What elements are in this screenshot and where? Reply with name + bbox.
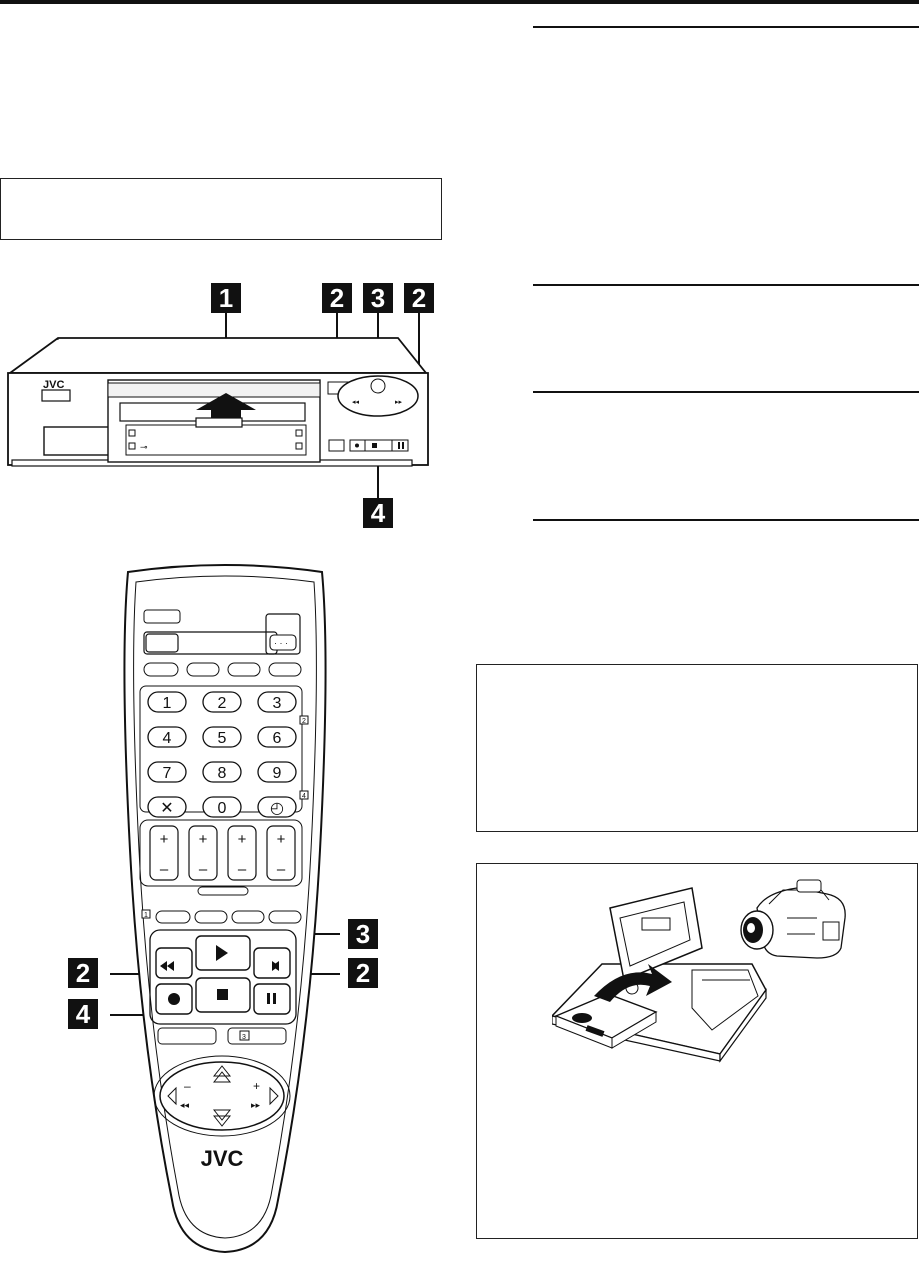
svg-text:–: –	[276, 861, 286, 878]
svg-text:8: 8	[217, 765, 227, 782]
vcr-logo: JVC	[43, 379, 65, 391]
section-rule-4	[533, 519, 919, 521]
svg-text:▸▸: ▸▸	[395, 399, 403, 406]
svg-text:9: 9	[272, 765, 282, 782]
section-rule-2	[533, 284, 919, 286]
section-rule-1	[533, 26, 919, 28]
svg-text:+: +	[237, 831, 247, 848]
svg-text:◴: ◴	[270, 800, 284, 817]
vcr-illustration	[0, 300, 440, 500]
svg-text:3: 3	[272, 695, 282, 712]
svg-text:1: 1	[162, 695, 172, 712]
svg-text:+: +	[253, 1079, 261, 1093]
svg-text:5: 5	[217, 730, 227, 747]
svg-text:· · ·: · · ·	[274, 638, 288, 648]
remote-badge-2b: 2	[348, 958, 378, 988]
svg-text:◂◂: ◂◂	[180, 1100, 190, 1110]
svg-text:⊸: ⊸	[140, 442, 148, 452]
svg-text:1: 1	[144, 912, 148, 919]
svg-text:4: 4	[302, 793, 306, 800]
step-badge-2b: 2	[404, 283, 434, 313]
svg-text:+: +	[159, 831, 169, 848]
remote-badge-4: 4	[68, 999, 98, 1029]
remote-badge-2a: 2	[68, 958, 98, 988]
section-rule-3	[533, 391, 919, 393]
remote-control	[110, 560, 340, 1260]
remote-badge-3: 3	[348, 919, 378, 949]
note-box-left	[0, 178, 442, 240]
step-badge-3: 3	[363, 283, 393, 313]
svg-text:+: +	[276, 831, 286, 848]
adapter-illustration	[552, 878, 852, 1063]
svg-text:–: –	[159, 861, 169, 878]
svg-text:–: –	[198, 861, 208, 878]
svg-text:+: +	[198, 831, 208, 848]
svg-text:◂◂: ◂◂	[352, 399, 360, 406]
svg-text:3: 3	[242, 1034, 246, 1041]
svg-text:✕: ✕	[160, 800, 174, 817]
svg-text:–: –	[184, 1079, 191, 1093]
svg-text:0: 0	[217, 800, 227, 817]
svg-text:6: 6	[272, 730, 282, 747]
svg-text:2: 2	[217, 695, 227, 712]
step-badge-1: 1	[211, 283, 241, 313]
remote-logo: JVC	[200, 1146, 244, 1171]
svg-text:7: 7	[162, 765, 172, 782]
svg-text:2: 2	[302, 718, 306, 725]
step-badge-2a: 2	[322, 283, 352, 313]
svg-text:4: 4	[162, 730, 172, 747]
top-rule	[0, 0, 919, 4]
svg-text:–: –	[237, 861, 247, 878]
step-badge-4: 4	[363, 498, 393, 528]
svg-text:▸▸: ▸▸	[251, 1100, 261, 1110]
note-box-right	[476, 664, 918, 832]
